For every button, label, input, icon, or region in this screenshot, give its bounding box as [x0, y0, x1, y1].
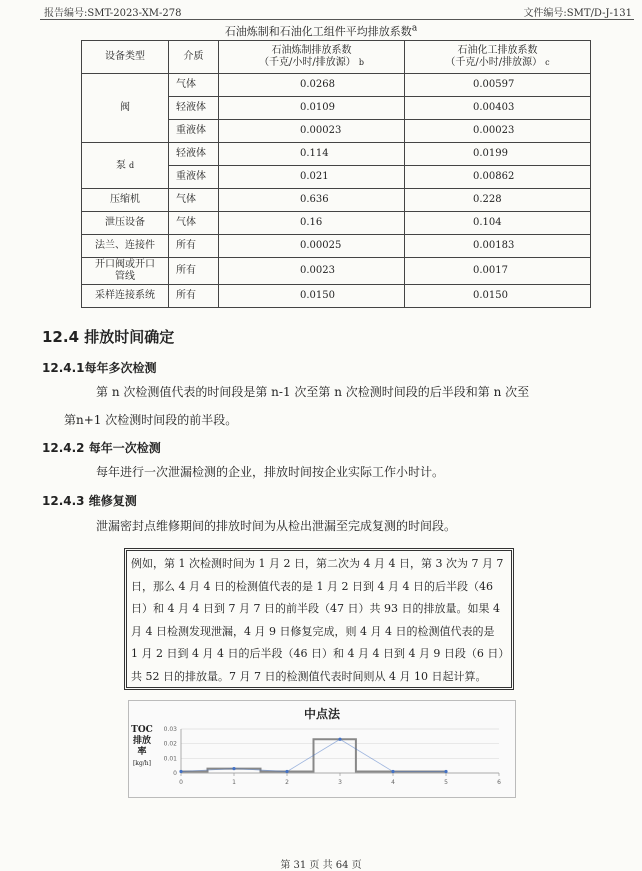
chart-y-label-text: TOC排放率: [131, 725, 153, 757]
equipment-line2: 管线: [115, 271, 135, 282]
table-row: [82, 74, 591, 97]
col-header-refining: [219, 41, 405, 74]
equipment-note: d: [128, 160, 135, 170]
subsection-heading-2: 12.4.2 每年一次检测: [42, 441, 161, 455]
equipment-cell: 泄压设备: [82, 212, 169, 235]
chart-title: 中点法: [303, 707, 340, 721]
refining-value: 0.636: [219, 189, 405, 212]
medium-cell: 气体: [169, 189, 219, 212]
example-line: 日）和 4 月 4 日到 7 月 7 日的前半段（47 日）共 93 日的排放量。如果 4: [131, 602, 500, 615]
chart-y-tick-label: 0.01: [163, 755, 177, 763]
equipment-cell: 法兰、连接件: [82, 235, 169, 258]
chart-y-tick-label: 0: [173, 770, 177, 777]
subsection-heading-1: 12.4.1每年多次检测: [42, 361, 157, 375]
medium-cell: 所有: [169, 235, 219, 258]
refining-value: 0.0109: [219, 97, 405, 120]
table-row: [82, 258, 591, 285]
refining-value: 0.0268: [219, 74, 405, 97]
refining-value: 0.00023: [219, 120, 405, 143]
chart-x-tick-label: 3: [338, 779, 342, 786]
equipment-name: 泵: [115, 159, 126, 171]
medium-cell: 所有: [169, 285, 219, 308]
chart-y-tick-label: 0.03: [163, 726, 177, 733]
chemical-value: 0.228: [405, 189, 591, 212]
chart-y-label-unit: [kg/h]: [132, 760, 152, 767]
table-row: [82, 212, 591, 235]
example-line: 1 月 2 日到 4 月 4 日的后半段（46 日）和 4 月 4 日到 4 月 9 日段（6 日）: [131, 647, 510, 660]
example-box: [124, 548, 514, 690]
chart-data-point: [338, 738, 341, 741]
medium-cell: 所有: [169, 258, 219, 285]
table-title-text: 石油炼制和石油化工组件平均排放系数: [224, 25, 412, 38]
chart-data-point: [179, 770, 182, 773]
medium-cell: 重液体: [169, 120, 219, 143]
col-header-chemical: [405, 41, 591, 74]
chemical-value: 0.0199: [405, 143, 591, 166]
example-line: 月 4 日检测发现泄漏，4 月 9 日修复完成，则 4 月 4 日的检测值代表的是: [131, 624, 495, 638]
file-number: 文件编号:SMT/D-J-131: [523, 8, 632, 19]
medium-cell: 轻液体: [169, 97, 219, 120]
equipment-cell: 阀: [82, 74, 169, 143]
chart-x-tick-label: 2: [285, 779, 289, 786]
report-number: 报告编号:SMT-2023-XM-278: [44, 8, 182, 19]
chemical-value: 0.00403: [405, 97, 591, 120]
chemical-value: 0.0017: [405, 258, 591, 285]
paragraph-3: 泄漏密封点维修期间的排放时间为从检出泄漏至完成复测的时间段。: [96, 519, 457, 533]
section-heading: 12.4 排放时间确定: [42, 328, 175, 346]
refining-value: 0.0023: [219, 258, 405, 285]
col-header-medium: 介质: [169, 41, 219, 74]
chart-data-point: [391, 770, 394, 773]
col-header-refining-note: b: [358, 58, 364, 67]
chemical-value: 0.00597: [405, 74, 591, 97]
medium-cell: 气体: [169, 212, 219, 235]
equipment-cell: [82, 143, 169, 189]
subsection-heading-3: 12.4.3 维修复测: [42, 494, 137, 508]
col-header-chemical-line2: （千克/小时/排放源）: [445, 57, 543, 68]
example-line: 例如，第 1 次检测时间为 1 月 2 日，第二次为 4 月 4 日，第 3 次为 7 月 7: [131, 557, 504, 570]
table-row: [82, 285, 591, 308]
table-title: [0, 23, 642, 39]
col-header-equipment: 设备类型: [82, 41, 169, 74]
chemical-value: 0.0150: [405, 285, 591, 308]
chart-data-point: [232, 767, 235, 770]
chart-x-tick-label: 4: [391, 779, 395, 786]
paragraph-1-line1: 第 n 次检测值代表的时间段是第 n-1 次至第 n 次检测时间段的后半段和第 n 次至: [96, 385, 530, 399]
chart-x-tick-label: 5: [444, 779, 448, 786]
chemical-value: 0.00862: [405, 166, 591, 189]
chart-data-point: [444, 770, 447, 773]
chart-x-tick-label: 6: [497, 779, 501, 786]
refining-value: 0.00025: [219, 235, 405, 258]
refining-value: 0.114: [219, 143, 405, 166]
chart-data-point: [285, 770, 288, 773]
header-divider: [40, 19, 634, 20]
col-header-refining-line1: 石油炼制排放系数: [271, 45, 352, 56]
equipment-cell: [82, 258, 169, 285]
medium-cell: 轻液体: [169, 143, 219, 166]
equipment-line1: 开口阀或开口: [95, 259, 155, 270]
chemical-value: 0.00023: [405, 120, 591, 143]
equipment-cell: 采样连接系统: [82, 285, 169, 308]
medium-cell: 气体: [169, 74, 219, 97]
refining-value: 0.021: [219, 166, 405, 189]
chart-plot: [129, 701, 515, 797]
table-header-row: [82, 41, 591, 74]
chart-x-tick-label: 1: [232, 779, 236, 786]
col-header-refining-line2: （千克/小时/排放源）: [259, 57, 356, 68]
equipment-cell: 压缩机: [82, 189, 169, 212]
emission-factor-table: [81, 40, 591, 308]
table-row: [82, 235, 591, 258]
page-number: 第 31 页 共 64 页: [280, 860, 362, 871]
paragraph-2: 每年进行一次泄漏检测的企业，排放时间按企业实际工作小时计。: [96, 465, 445, 479]
table-title-note: a: [411, 23, 418, 34]
refining-value: 0.16: [219, 212, 405, 235]
chart-x-tick-label: 0: [179, 779, 183, 786]
table-row: [82, 189, 591, 212]
chemical-value: 0.00183: [405, 235, 591, 258]
chemical-value: 0.104: [405, 212, 591, 235]
example-line: 日，那么 4 月 4 日的检测值代表的是 1 月 2 日到 4 月 4 日的后半段（46: [131, 579, 493, 593]
medium-cell: 重液体: [169, 166, 219, 189]
example-line: 共 52 日的排放量。7 月 7 日的检测值代表时间则从 4 月 10 日起计算。: [131, 669, 487, 683]
midpoint-chart: [128, 700, 516, 798]
chart-y-tick-label: 0.02: [163, 740, 177, 748]
paragraph-1-line2: 第n+1 次检测时间段的前半段。: [64, 413, 238, 427]
col-header-chemical-line1: 石油化工排放系数: [457, 45, 538, 56]
col-header-chemical-note: c: [545, 58, 550, 67]
refining-value: 0.0150: [219, 285, 405, 308]
table-row: [82, 143, 591, 166]
